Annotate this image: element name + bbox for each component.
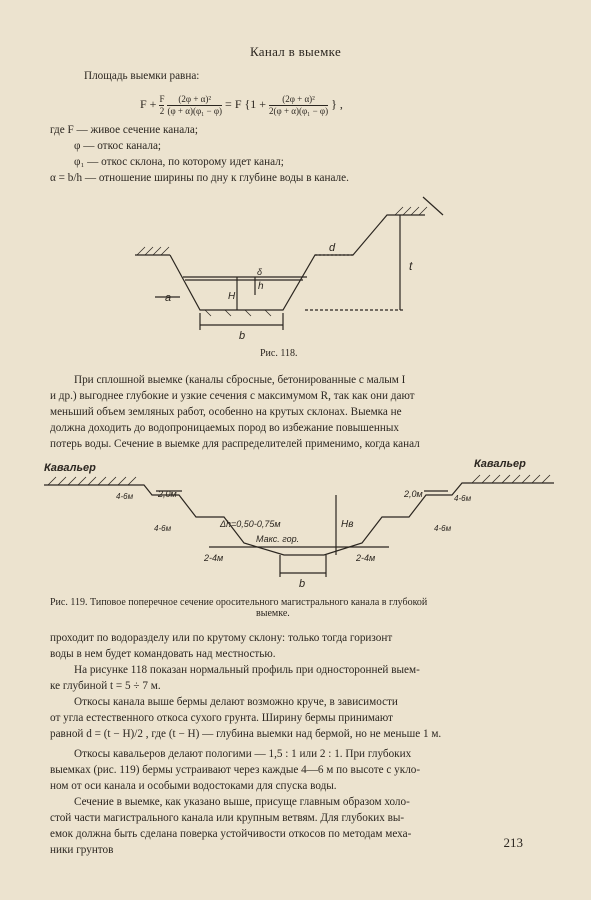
fig118-label-h-upper: H bbox=[228, 291, 236, 302]
formula-end: } , bbox=[331, 97, 343, 111]
fig119-label-step-left: 2-4м bbox=[204, 553, 224, 563]
paragraph-2: проходит по водоразделу или по крутому склону: только тогда горизонт воды в нем будет командовать над местностью. bbox=[50, 632, 393, 660]
paragraph-1: При сплошной выемке (каналы сбросные, бетонированные с малым I и др.) выгоднее глубокие и узкие сечения с максимумом R, так как они дают меньший объем земляных работ, особенно на крутых склонах. Выемка не должна доходить до водопроницаемых пород во избежание повышенных потерь воды. Сечение в выемке для распределителей применимо, когда канал bbox=[50, 374, 420, 450]
formula-left: F + bbox=[140, 97, 160, 111]
page-header: Канал в выемке bbox=[249, 44, 342, 59]
fig118-caption: Рис. 118. bbox=[260, 348, 298, 359]
fig118-label-a: a bbox=[165, 292, 172, 304]
fig119-label-height-left-1: 4-6м bbox=[116, 492, 134, 501]
area-formula bbox=[140, 88, 440, 120]
fig119-label-height-right-1: 4-6м bbox=[454, 494, 472, 503]
paragraph-4: Откосы канала выше бермы делают возможно круче, в зависимости от угла естественного откоса сухого грунта. Ширину бермы принимают равной d = (t − H)/2 , где (t − H) — глубина выемки над бермой, но не меньше 1 м. bbox=[50, 696, 442, 740]
fig118-label-b: b bbox=[239, 330, 246, 342]
intro-text: Площадь выемки равна: bbox=[84, 70, 200, 82]
fig119-label-delta-h: Δh=0,50-0,75м bbox=[220, 519, 281, 529]
fig119-label-kavalier-right: Кавальер bbox=[474, 458, 526, 470]
formula-frac3: $\frac{\text{(2φ + α)²}}{\text{2(φ + α)(φ₁ − φ)}}$ bbox=[269, 93, 329, 116]
fig118-label-d: d bbox=[329, 242, 336, 254]
fig118-label-h: h bbox=[258, 281, 264, 292]
fig119-label-kavalier-left: Кавальер bbox=[44, 462, 96, 474]
fig119-label-width-right: 2,0м bbox=[404, 489, 423, 499]
fig119-label-b: b bbox=[299, 578, 306, 590]
fig119-label-height-left-2: 4-6м bbox=[154, 524, 172, 533]
figure-119 bbox=[44, 455, 554, 595]
fig119-label-max-level: Макс. гор. bbox=[256, 534, 300, 544]
definition-f: где F — живое сечение канала; bbox=[50, 124, 198, 136]
fig119-caption: Рис. 119. Типовое поперечное сечение оросительного магистрального канала в глубокой выемке. bbox=[50, 597, 428, 619]
formula-frac2: $\frac{\text{(2φ + α)²}}{\text{(φ + α)(φ₁ − φ)}}$ bbox=[167, 93, 223, 116]
paragraph-6: Сечение в выемке, как указано выше, присуще главным образом холо- стой части магистрального канала или крупным ветвям. Для глубоких вы- емок должна быть сделана поверка устойчивости откосов по методам меха- ники грунтов bbox=[50, 796, 412, 856]
fig119-label-step-right: 2-4м bbox=[356, 553, 376, 563]
definition-alpha: α = b/h — отношение ширины по дну к глубине воды в канале. bbox=[50, 172, 349, 184]
paragraph-3: На рисунке 118 показан нормальный профиль при односторонней выем- ке глубиной t = 5 ÷ 7 м. bbox=[50, 664, 420, 692]
definition-phi1: φ₁ — откос склона, по которому идет канал; bbox=[74, 156, 284, 168]
formula-eq: = F {1 + bbox=[225, 97, 270, 111]
formula-frac1: $\frac{F}{2}$ bbox=[159, 93, 165, 116]
paragraph-5: Откосы кавальеров делают пологими — 1,5 : 1 или 2 : 1. При глубоких выемках (рис. 119) бермы устраивают через каждые 4—6 м по высоте с укло- ном от оси канала и особыми водостоками для спуска воды. bbox=[50, 748, 421, 792]
fig118-label-t: t bbox=[409, 259, 413, 273]
fig119-label-hv: Нв bbox=[341, 519, 354, 530]
figure-118 bbox=[125, 185, 455, 345]
fig118-label-delta: δ bbox=[257, 267, 263, 277]
fig119-label-width-left: 2,0м bbox=[158, 489, 177, 499]
page-number: 213 bbox=[503, 835, 523, 850]
fig119-label-height-right-2: 4-6м bbox=[434, 524, 452, 533]
definition-phi: φ — откос канала; bbox=[74, 140, 162, 152]
